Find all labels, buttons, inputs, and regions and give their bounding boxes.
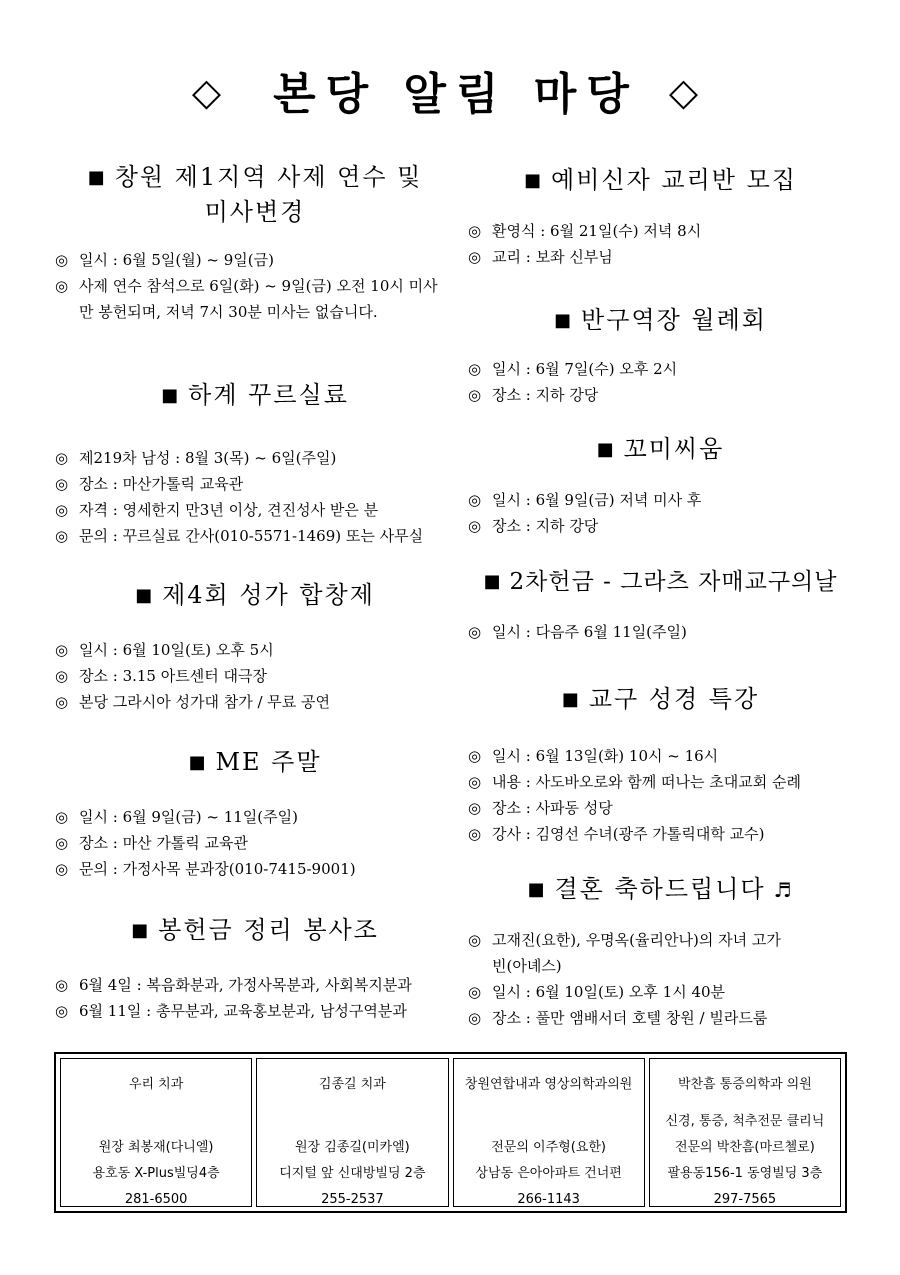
ad-line <box>257 1109 447 1135</box>
double-circle-icon: ◎ <box>468 491 482 509</box>
ad-line: 281-6500 <box>124 1192 188 1207</box>
double-circle-icon: ◎ <box>55 527 69 545</box>
page-title <box>0 58 900 122</box>
double-circle-icon: ◎ <box>55 449 69 467</box>
list-item: ◎ 6월 11일 : 총무분과, 교육홍보분과, 남성구역분과 <box>55 998 455 1024</box>
ad-name: 우리 치과 <box>128 1077 184 1092</box>
list-item: ◎ 강사 : 김영선 수녀(광주 가톨릭대학 교수) <box>468 821 853 847</box>
section-cursillo <box>55 378 455 549</box>
section-heading: ■ ME 주말 <box>188 748 322 776</box>
section-heading: ■ 결혼 축하드립니다 ♬ <box>527 875 794 903</box>
ad-line: 신경, 통증, 척추전문 클리닉 <box>665 1114 825 1129</box>
double-circle-icon: ◎ <box>55 475 69 493</box>
list-item: ◎ 장소 : 사파동 성당 <box>468 795 853 821</box>
section-wedding <box>468 872 853 1031</box>
ad-line: 297-7565 <box>713 1192 777 1207</box>
section-second-collection <box>468 565 853 645</box>
double-circle-icon: ◎ <box>55 251 69 269</box>
ad-pain-clinic <box>649 1058 841 1207</box>
double-circle-icon: ◎ <box>55 860 69 878</box>
music-note-icon: ♬ <box>773 878 794 902</box>
ad-line: 266-1143 <box>517 1192 580 1207</box>
list-item: ◎ 본당 그라시아 성가대 참가 / 무료 공연 <box>55 689 455 715</box>
section-catechumen <box>468 163 853 270</box>
list-item: ◎ 장소 : 풀만 앰배서더 호텔 창원 / 빌라드룸 <box>468 1005 853 1031</box>
square-bullet-icon: ■ <box>135 585 155 606</box>
double-circle-icon: ◎ <box>55 976 69 994</box>
page-title-text: 본당 알림 마당 <box>273 69 639 120</box>
square-bullet-icon: ■ <box>131 920 151 941</box>
double-circle-icon: ◎ <box>468 931 482 949</box>
ad-line: 전문의 박찬흠(마르첼로) <box>674 1140 815 1155</box>
ad-line <box>61 1109 251 1135</box>
double-circle-icon: ◎ <box>468 517 482 535</box>
list-item: ◎ 장소 : 3.15 아트센터 대극장 <box>55 663 455 689</box>
square-bullet-icon: ■ <box>87 167 107 188</box>
double-circle-icon: ◎ <box>468 983 482 1001</box>
list-item: ◎ 일시 : 6월 10일(토) 오후 5시 <box>55 637 455 663</box>
list-item: ◎ 일시 : 6월 9일(금) 저녁 미사 후 <box>468 487 853 513</box>
section-heading: ■ 창원 제1지역 사제 연수 및 미사변경 <box>87 163 423 226</box>
list-item: ◎ 문의 : 가정사목 분과장(010-7415-9001) <box>55 856 455 882</box>
section-clergy-training <box>55 160 455 325</box>
ad-name: 박찬흠 통증의학과 의원 <box>677 1077 812 1092</box>
square-bullet-icon: ■ <box>161 385 181 406</box>
ad-name: 창원연합내과 영상의학과의원 <box>464 1077 633 1092</box>
double-circle-icon: ◎ <box>468 799 482 817</box>
ad-line: 원장 김종길(미카엘) <box>295 1140 410 1155</box>
section-offering-team <box>55 913 455 1024</box>
ad-line: 원장 최봉재(다니엘) <box>98 1140 214 1155</box>
ad-name: 김종길 치과 <box>318 1077 386 1092</box>
double-circle-icon: ◎ <box>468 222 482 240</box>
section-heading: ■ 반구역장 월례회 <box>554 306 767 334</box>
double-circle-icon: ◎ <box>55 641 69 659</box>
ad-line: 전문의 이주형(요한) <box>491 1140 606 1155</box>
sponsor-ads-box <box>54 1052 847 1213</box>
section-choir-festival <box>55 578 455 715</box>
diamond-left-icon: ◇ <box>191 70 232 114</box>
list-item: ◎ 일시 : 6월 13일(화) 10시 ~ 16시 <box>468 743 853 769</box>
section-heading: ■ 교구 성경 특강 <box>561 685 760 713</box>
ad-line: 255-2537 <box>321 1192 384 1207</box>
double-circle-icon: ◎ <box>468 360 482 378</box>
double-circle-icon: ◎ <box>468 248 482 266</box>
square-bullet-icon: ■ <box>483 571 502 592</box>
double-circle-icon: ◎ <box>468 386 482 404</box>
list-item: ◎ 일시 : 6월 9일(금) ~ 11일(주일) <box>55 804 455 830</box>
square-bullet-icon: ■ <box>527 879 547 900</box>
list-item: ◎ 장소 : 마산 가톨릭 교육관 <box>55 830 455 856</box>
list-item: ◎ 장소 : 지하 강당 <box>468 382 853 408</box>
list-item: ◎ 일시 : 6월 10일(토) 오후 1시 40분 <box>468 979 853 1005</box>
diamond-right-icon: ◇ <box>668 70 709 114</box>
double-circle-icon: ◎ <box>55 501 69 519</box>
double-circle-icon: ◎ <box>468 825 482 843</box>
ad-dental-woori <box>60 1058 252 1207</box>
section-heading: ■ 꼬미씨움 <box>596 435 725 463</box>
double-circle-icon: ◎ <box>55 834 69 852</box>
list-item: ◎ 내용 : 사도바오로와 함께 떠나는 초대교회 순례 <box>468 769 853 795</box>
square-bullet-icon: ■ <box>554 310 574 331</box>
ad-dental-kim <box>256 1058 448 1207</box>
section-group-leaders <box>468 303 853 408</box>
double-circle-icon: ◎ <box>468 1009 482 1027</box>
ad-line: 용호동 X-Plus빌딩4층 <box>92 1166 220 1181</box>
list-item: ◎ 고재진(요한), 우명옥(율리안나)의 자녀 고가빈(아녜스) <box>468 927 792 979</box>
list-item: ◎ 일시 : 6월 5일(월) ~ 9일(금) <box>55 247 455 273</box>
list-item: ◎ 일시 : 6월 7일(수) 오후 2시 <box>468 356 853 382</box>
double-circle-icon: ◎ <box>55 277 69 295</box>
ad-changwon-clinic <box>453 1058 645 1207</box>
list-item: ◎ 6월 4일 : 복음화분과, 가정사목분과, 사회복지분과 <box>55 972 455 998</box>
list-item: ◎ 사제 연수 참석으로 6일(화) ~ 9일(금) 오전 10시 미사만 봉헌되며, 저녁 7시 30분 미사는 없습니다. <box>55 273 449 325</box>
double-circle-icon: ◎ <box>55 693 69 711</box>
list-item: ◎ 환영식 : 6월 21일(수) 저녁 8시 <box>468 218 853 244</box>
double-circle-icon: ◎ <box>468 623 482 641</box>
ad-line: 상남동 은아아파트 건너편 <box>475 1166 622 1181</box>
list-item: ◎ 자격 : 영세한지 만3년 이상, 견진성사 받은 분 <box>55 497 455 523</box>
section-heading: ■ 제4회 성가 합창제 <box>135 581 375 609</box>
section-me-weekend <box>55 745 455 882</box>
ad-line: 디지털 앞 신대방빌딩 2층 <box>279 1166 426 1181</box>
list-item: ◎ 교리 : 보좌 신부님 <box>468 244 853 270</box>
double-circle-icon: ◎ <box>468 773 482 791</box>
square-bullet-icon: ■ <box>524 170 544 191</box>
double-circle-icon: ◎ <box>55 808 69 826</box>
list-item: ◎ 제219차 남성 : 8월 3(목) ~ 6일(주일) <box>55 445 455 471</box>
list-item: ◎ 문의 : 꾸르실료 간사(010-5571-1469) 또는 사무실 <box>55 523 455 549</box>
list-item: ◎ 일시 : 다음주 6월 11일(주일) <box>468 619 853 645</box>
section-heading: ■ 2차헌금 - 그라츠 자매교구의날 <box>483 569 838 595</box>
square-bullet-icon: ■ <box>561 689 581 710</box>
section-bible-lecture <box>468 682 853 847</box>
double-circle-icon: ◎ <box>55 1002 69 1020</box>
list-item: ◎ 장소 : 지하 강당 <box>468 513 853 539</box>
double-circle-icon: ◎ <box>468 747 482 765</box>
section-comitium <box>468 432 853 539</box>
ad-line <box>454 1109 644 1135</box>
section-heading: ■ 예비신자 교리반 모집 <box>524 166 797 194</box>
ad-line: 팔용동156-1 동영빌딩 3층 <box>667 1166 823 1181</box>
section-heading: ■ 하계 꾸르실료 <box>161 381 349 409</box>
double-circle-icon: ◎ <box>55 667 69 685</box>
square-bullet-icon: ■ <box>188 752 208 773</box>
list-item: ◎ 장소 : 마산가톨릭 교육관 <box>55 471 455 497</box>
section-heading: ■ 봉헌금 정리 봉사조 <box>131 916 379 944</box>
square-bullet-icon: ■ <box>596 439 616 460</box>
